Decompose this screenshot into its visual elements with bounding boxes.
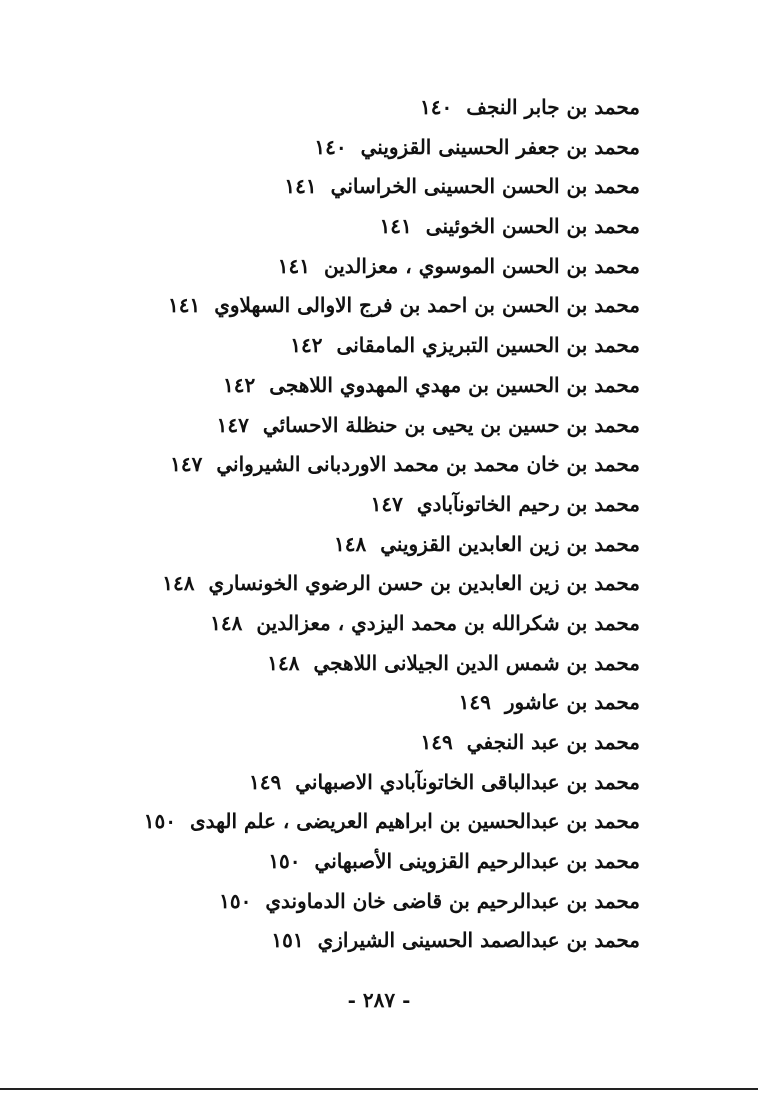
index-entry: [80, 604, 640, 644]
entry-name: محمد بن الحسين بن مهدي المهدوي اللاهجى: [269, 372, 640, 397]
entry-page-ref: ١٥٠: [219, 888, 252, 913]
entry-page-ref: ١٤٩: [458, 690, 491, 715]
scan-edge-rule: [0, 1088, 758, 1090]
entry-name: محمد بن زين العابدين القزويني: [380, 531, 640, 556]
entry-page-ref: ١٤٨: [162, 571, 195, 596]
entry-name: محمد بن جابر النجف: [466, 95, 640, 119]
index-entry: [80, 445, 640, 485]
entry-page-ref: ١٤٩: [249, 769, 282, 794]
entry-name: محمد بن الحسن الخوئينى: [425, 214, 640, 239]
index-entry: [80, 366, 640, 406]
entry-name: محمد بن عبدالحسين بن ابراهيم العريضى ، علم الهدى: [190, 809, 640, 834]
index-entry: [80, 247, 640, 287]
entry-name: محمد بن عبد النجفي: [466, 730, 640, 754]
entry-name: محمد بن شكرالله بن محمد اليزدي ، معزالدين: [256, 610, 640, 635]
index-entry: [80, 167, 640, 207]
index-entry: [80, 763, 640, 803]
index-entry: [80, 128, 640, 168]
entry-page-ref: ١٤٠: [314, 134, 347, 159]
index-entry: [80, 842, 640, 882]
index-entry: [80, 921, 640, 961]
entry-page-ref: ١٥١: [271, 928, 304, 953]
entry-name: محمد بن عبدالصمد الحسينى الشيرازي: [317, 928, 640, 953]
index-entry: [80, 882, 640, 922]
entry-name: محمد بن جعفر الحسينى القزويني: [360, 134, 640, 159]
index-entry: [80, 286, 640, 326]
entry-name: محمد بن زين العابدين بن حسن الرضوي الخونساري: [208, 571, 640, 596]
entry-page-ref: ١٤٩: [420, 730, 453, 754]
entry-name: محمد بن عبدالباقى الخاتونآبادي الاصبهاني: [295, 769, 640, 794]
entry-page-ref: ١٤٨: [334, 531, 367, 556]
entry-name: محمد بن الحسن بن احمد بن فرج الاوالى السهلاوي: [214, 293, 640, 318]
entry-page-ref: ١٤١: [284, 174, 317, 199]
entry-page-ref: ١٤١: [277, 253, 310, 278]
entry-page-ref: ١٤٧: [216, 412, 249, 437]
entry-page-ref: ١٥٠: [268, 849, 301, 874]
index-entry: [80, 683, 640, 723]
index-entry: [80, 485, 640, 525]
entry-page-ref: ١٤٢: [223, 372, 256, 397]
entry-name: محمد بن عبدالرحيم القزوينى الأصبهاني: [314, 849, 640, 874]
entry-name: محمد بن الحسن الحسينى الخراساني: [330, 174, 640, 199]
entry-name: محمد بن عاشور: [504, 690, 640, 715]
index-entry: [80, 723, 640, 763]
entry-page-ref: ١٤٠: [420, 95, 453, 119]
page-number: - ٢٨٧ -: [347, 988, 411, 1012]
entry-page-ref: ١٤٨: [210, 610, 243, 635]
index-entry-list: [80, 88, 640, 961]
entry-page-ref: ١٤٧: [370, 491, 403, 516]
entry-page-ref: ١٤٧: [170, 452, 203, 477]
index-entry: [80, 525, 640, 565]
index-entry: [80, 406, 640, 446]
entry-page-ref: ١٤١: [167, 293, 201, 318]
entry-name: محمد بن عبدالرحيم بن قاضى خان الدماوندي: [265, 888, 640, 913]
index-entry: [80, 326, 640, 366]
entry-name: محمد بن شمس الدين الجيلانى اللاهجي: [313, 650, 640, 675]
entry-page-ref: ١٥٠: [143, 809, 177, 834]
index-entry: [80, 802, 640, 842]
entry-page-ref: ١٤١: [379, 214, 412, 239]
index-entry: [80, 644, 640, 684]
entry-name: محمد بن الحسن الموسوي ، معزالدين: [324, 253, 640, 278]
entry-name: محمد بن رحيم الخاتونآبادي: [416, 491, 640, 516]
index-entry: [80, 564, 640, 604]
entry-name: محمد بن خان محمد بن محمد الاوردبانى الشيرواني: [216, 452, 640, 477]
index-entry: [80, 88, 640, 128]
entry-page-ref: ١٤٢: [290, 333, 323, 358]
entry-name: محمد بن الحسين التبريزي المامقانى: [336, 333, 640, 358]
index-entry: [80, 207, 640, 247]
entry-page-ref: ١٤٨: [267, 650, 300, 675]
entry-name: محمد بن حسين بن يحيى بن حنظلة الاحسائي: [262, 412, 640, 437]
